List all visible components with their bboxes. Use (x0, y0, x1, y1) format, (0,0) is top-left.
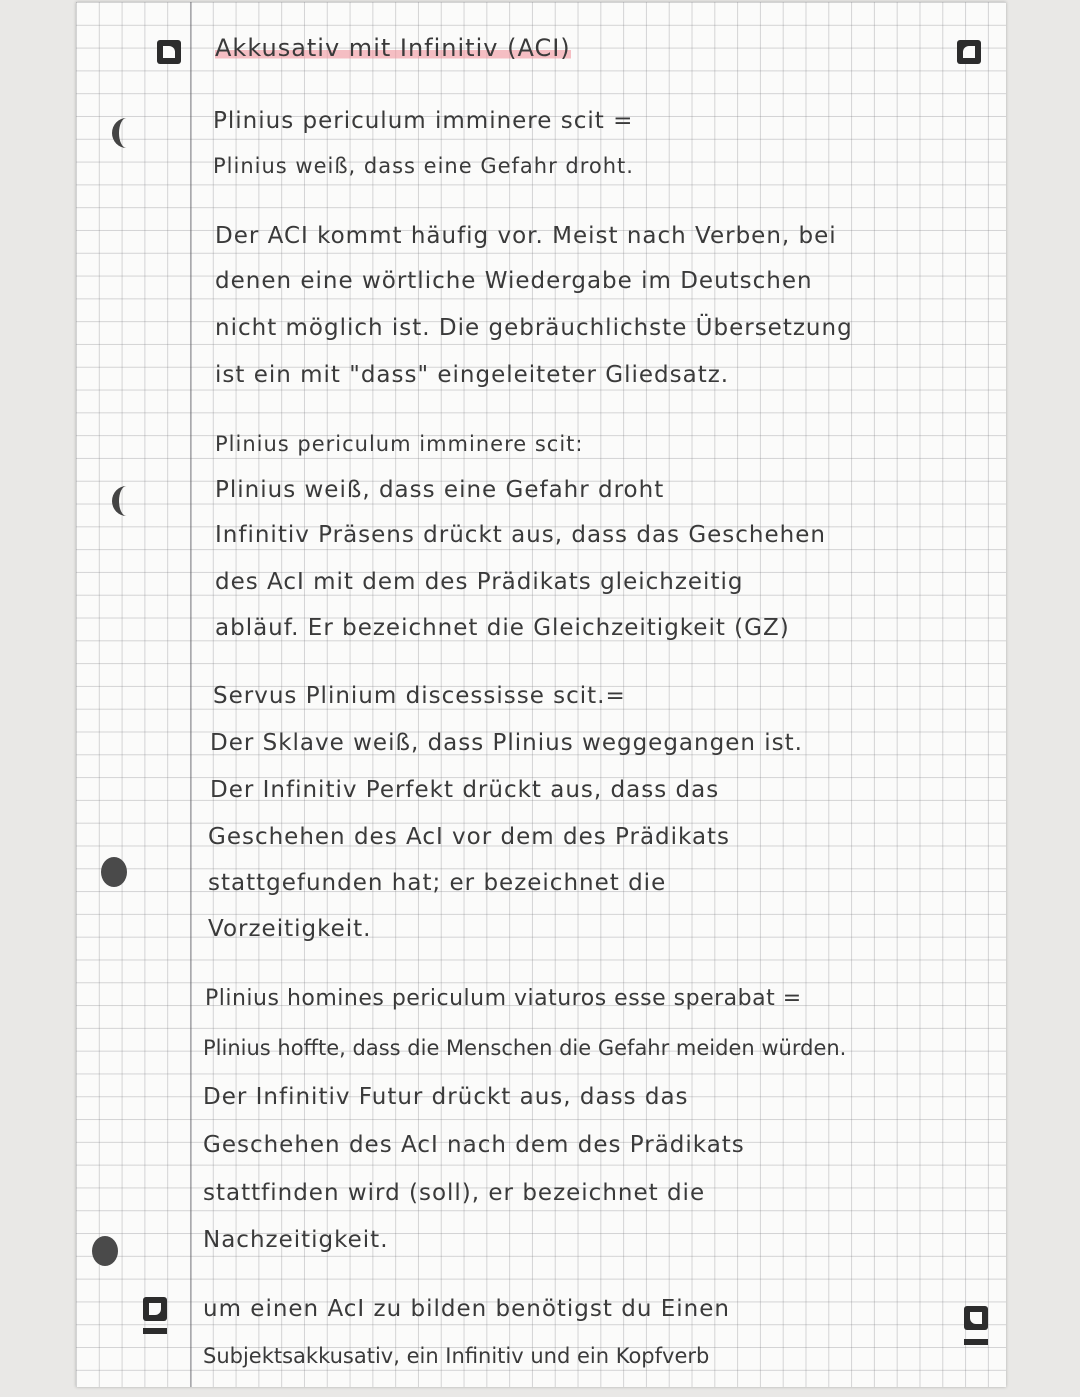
text-line: Der ACI kommt häufig vor. Meist nach Verben, bei (215, 223, 837, 249)
text-line: Nachzeitigkeit. (203, 1227, 389, 1253)
corner-mark-icon (964, 1306, 988, 1330)
text-line: Infinitiv Präsens drückt aus, dass das Geschehen (215, 522, 826, 548)
text-line: um einen AcI zu bilden benötigst du Einen (203, 1296, 730, 1322)
page-title: Akkusativ mit Infinitiv (ACI) (215, 34, 571, 62)
corner-mark-icon (957, 40, 981, 64)
punch-hole (92, 1236, 118, 1266)
corner-dash-icon (964, 1339, 988, 1345)
margin-line (190, 2, 192, 1387)
text-line: Plinius hoffte, dass die Menschen die Gefahr meiden würden. (203, 1036, 847, 1060)
text-line: Plinius weiß, dass eine Gefahr droht (215, 477, 665, 503)
corner-mark-icon (143, 1297, 167, 1321)
punch-hole (112, 118, 141, 148)
text-line: Vorzeitigkeit. (208, 916, 372, 942)
text-line: Der Infinitiv Perfekt drückt aus, dass das (210, 777, 720, 803)
text-line: Plinius homines periculum viaturos esse sperabat = (205, 986, 802, 1011)
punch-hole (101, 857, 127, 887)
text-line: Servus Plinium discessisse scit.= (213, 683, 626, 709)
text-line: Plinius periculum imminere scit: (215, 432, 584, 456)
text-line: Geschehen des AcI nach dem des Prädikats (203, 1132, 745, 1158)
text-line: Der Infinitiv Futur drückt aus, dass das (203, 1084, 689, 1110)
text-line: des AcI mit dem des Prädikats gleichzeitig (215, 569, 744, 595)
corner-dash-icon (143, 1328, 167, 1334)
text-line: Plinius weiß, dass eine Gefahr droht. (213, 154, 634, 178)
text-line: abläuf. Er bezeichnet die Gleichzeitigkeit (GZ) (215, 615, 790, 641)
corner-mark-icon (157, 40, 181, 64)
text-line: stattfinden wird (soll), er bezeichnet die (203, 1180, 706, 1206)
text-line: Subjektsakkusativ, ein Infinitiv und ein Kopfverb (203, 1344, 710, 1368)
punch-hole (112, 486, 141, 516)
text-line: Geschehen des AcI vor dem des Prädikats (208, 824, 731, 850)
text-line: Der Sklave weiß, dass Plinius weggegangen ist. (210, 730, 803, 756)
text-line: denen eine wörtliche Wiedergabe im Deutschen (215, 268, 813, 294)
text-line: nicht möglich ist. Die gebräuchlichste Übersetzung (215, 315, 853, 341)
text-line: stattgefunden hat; er bezeichnet die (208, 870, 667, 896)
text-line: ist ein mit "dass" eingeleiteter Gliedsatz. (215, 362, 730, 388)
text-line: Plinius periculum imminere scit = (213, 108, 634, 134)
